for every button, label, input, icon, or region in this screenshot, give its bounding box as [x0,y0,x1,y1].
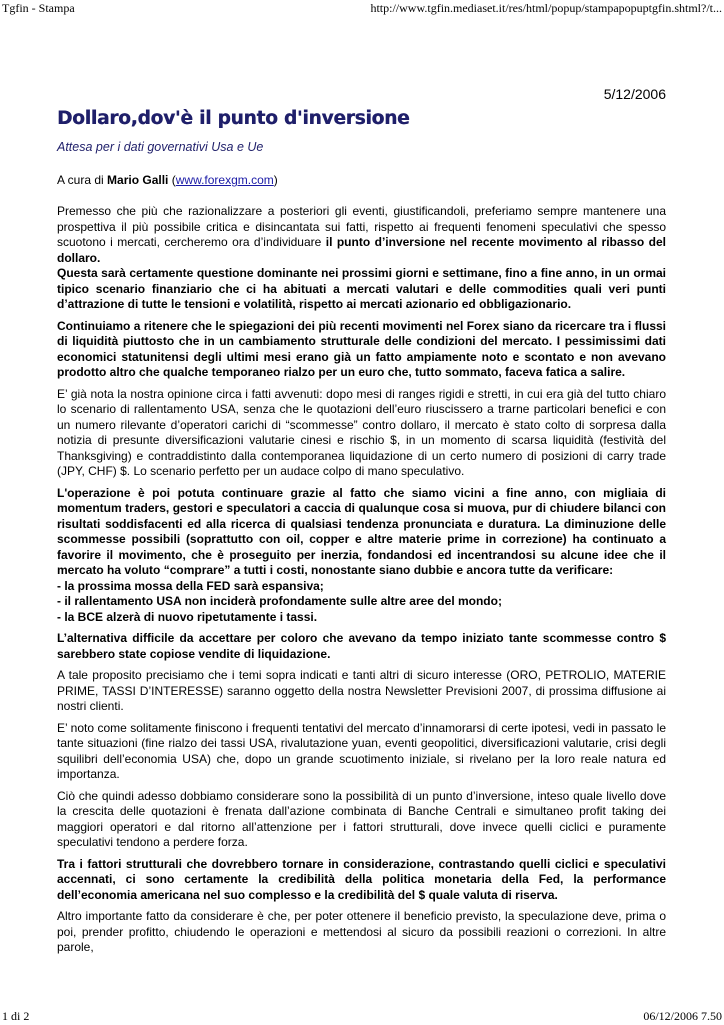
paragraph-9: Ciò che quindi adesso dobbiamo considerare sono la possibilità di un punto d’inversione, inteso quale livello dove la crescita delle quotazioni è frenata dall’azione combinata di Banche Centrali e simultaneo profit taking dei maggiori operatori e dal ritorno all’attenzione per i fattori strutturali, dove invece quelli ciclici e puramente speculativi tendono a perdere forza. [57,788,666,849]
article-date: 5/12/2006 [603,86,666,102]
paragraph-7: A tale proposito precisiamo che i temi sopra indicati e tanti altri di sicuro interesse (ORO, PETROLIO, MATERIE PRIME, TASSI D’INTERESSE) saranno oggetto della nostra Newsletter Previsioni 2007, di prossima diffusione ai nostri clienti. [57,668,666,713]
paragraph-10 [57,857,666,904]
paragraph-8: E’ noto come solitamente finiscono i frequenti tentativi del mercato d’innamorarsi di certe ipotesi, vedi in passato le tante situazioni (fine rialzo dei tassi USA, rivalutazione yuan, eventi geopolitici, diversificazioni valutarie, crisi degli squilibri dell’economia USA) che, dopo un grande scuotimento iniziale, si rivelano per la loro reale natura ed importanza. [57,720,666,781]
list-item: - la prossima mossa della FED sarà espansiva; [57,578,324,593]
paragraph-10-bold: Tra i fattori strutturali che dovrebbero tornare in considerazione, contrastando quelli ciclici e speculativi accennati, ci sono certamente la credibilità della politica monetaria della Fed, la performance dell’economia americana nel suo complesso e la credibilità del $ quale valuta di riserva. [57,856,666,902]
article-body [57,204,666,962]
byline [57,173,278,187]
paragraph-3-bold: Continuiamo a ritenere che le spiegazioni dei più recenti movimenti nel Forex siano da ricercare tra i flussi di liquidità piuttosto che in un cambiamento strutturale delle condizioni del mercato. I pessimissimi dati economici statunitensi degli ultimi mesi erano già un fatto ampiamente noto e scontato e non avevano prodotto altro che qualche temporaneo rialzo per un euro che, tutto sommato, faceva fatica a salire. [57,318,666,379]
paragraph-3 [57,319,666,381]
author-name: Mario Galli [107,173,169,187]
paragraph-2-bold: Questa sarà certamente questione dominante nei prossimi giorni e settimane, fino a fine anno, in un ormai tipico scenario finanziario che ci ha abituati a mercati valutari e delle commodities quali veri punti d’attrazione di tutte le tensioni e volatilità, rispetto ai mercati azionario ed obbligazionario. [57,266,666,311]
print-header [0,1,724,17]
link-close: ) [273,173,278,187]
paragraph-6-bold: L’alternativa difficile da accettare per coloro che avevano da tempo iniziato tante scommesse contro $ sarebbero state copiose vendite di liquidazione. [57,631,666,661]
print-datetime: 06/12/2006 7.50 [643,1009,722,1023]
page-url: http://www.tgfin.mediaset.it/res/html/popup/stampapopuptgfin.shtml?/t... [370,1,722,15]
article-subtitle: Attesa per i dati governativi Usa e Ue [57,140,264,154]
paragraph-2 [57,266,666,313]
print-footer [0,1009,724,1025]
byline-prefix: A cura di [57,173,108,187]
paragraph-5 [57,486,666,626]
list-item: - il rallentamento USA non inciderà profondamente sulle altre aree del mondo; [57,594,502,608]
paragraph-1-bold: il punto d’inversione nel recente movimento al ribasso del dollaro. [57,235,666,265]
article-title: Dollaro,dov'è il punto d'inversione [57,108,410,129]
paragraph-1 [57,204,666,266]
paragraph-11: Altro importante fatto da considerare è che, per poter ottenere il beneficio previsto, la speculazione deve, prima o poi, prender profitto, chiudendo le operazioni e mettendosi al sicuro da possibili reazioni o correzioni. In altre parole, [57,909,666,954]
link-open: ( [168,173,176,187]
paragraph-6 [57,631,666,662]
paragraph-1-text: Premesso che più che razionalizzare a posteriori gli eventi, giustificandoli, preferiamo sempre mantenere una prospettiva il più possibile critica e disincantata sui fatti, rispetto ai frequenti fenomeni speculativi che spesso scuotono i mercati, cercheremo ora d’individuare [57,204,666,249]
page-counter: 1 di 2 [2,1009,30,1023]
list-item: - la BCE alzerà di nuovo ripetutamente i tassi. [57,609,318,624]
paragraph-5-bold: L'operazione è poi potuta continuare grazie al fatto che siamo vicini a fine anno, con migliaia di momentum traders, gestori e speculatori a caccia di qualunque cosa si muova, pur di chiudere bilanci con risultati soddisfacenti ed alla ricerca di qualsiasi tendenza pronunciata e duratura. La diminuzione delle scommesse possibili (soprattutto con oil, copper e altre materie prime in correzione) ha continuato a favorire il movimento, che è proseguito per inerzia, fondandosi ed incentrandosi su alcune idee che il mercato ha voluto “comprare” a tutti i costi, nonostante siano dubbie e ancora tutte da verificare: [57,485,666,577]
author-website-link[interactable]: www.forexgm.com [175,173,274,187]
paragraph-4: E’ già nota la nostra opinione circa i fatti avvenuti: dopo mesi di ranges rigidi e stretti, in cui era già del tutto chiaro lo scenario di rallentamento USA, senza che le quotazioni dell’euro riuscissero a trarne particolari benefici e con un numero rilevante d’operatori carichi di “scommesse” contro dollaro, il mercato è stato colto di sorpresa dalla notizia di presunte diversificazioni valutarie cinesi e rischio $, in un momento di scarsa liquidità (festività del Thanksgiving) e contraddistinto dalla contemporanea liquidazione di un certo numero di posizioni di carry trade (JPY, CHF) $. Lo scenario perfetto per un audace colpo di mano speculativo. [57,386,666,478]
page-title: Tgfin - Stampa [2,1,75,15]
